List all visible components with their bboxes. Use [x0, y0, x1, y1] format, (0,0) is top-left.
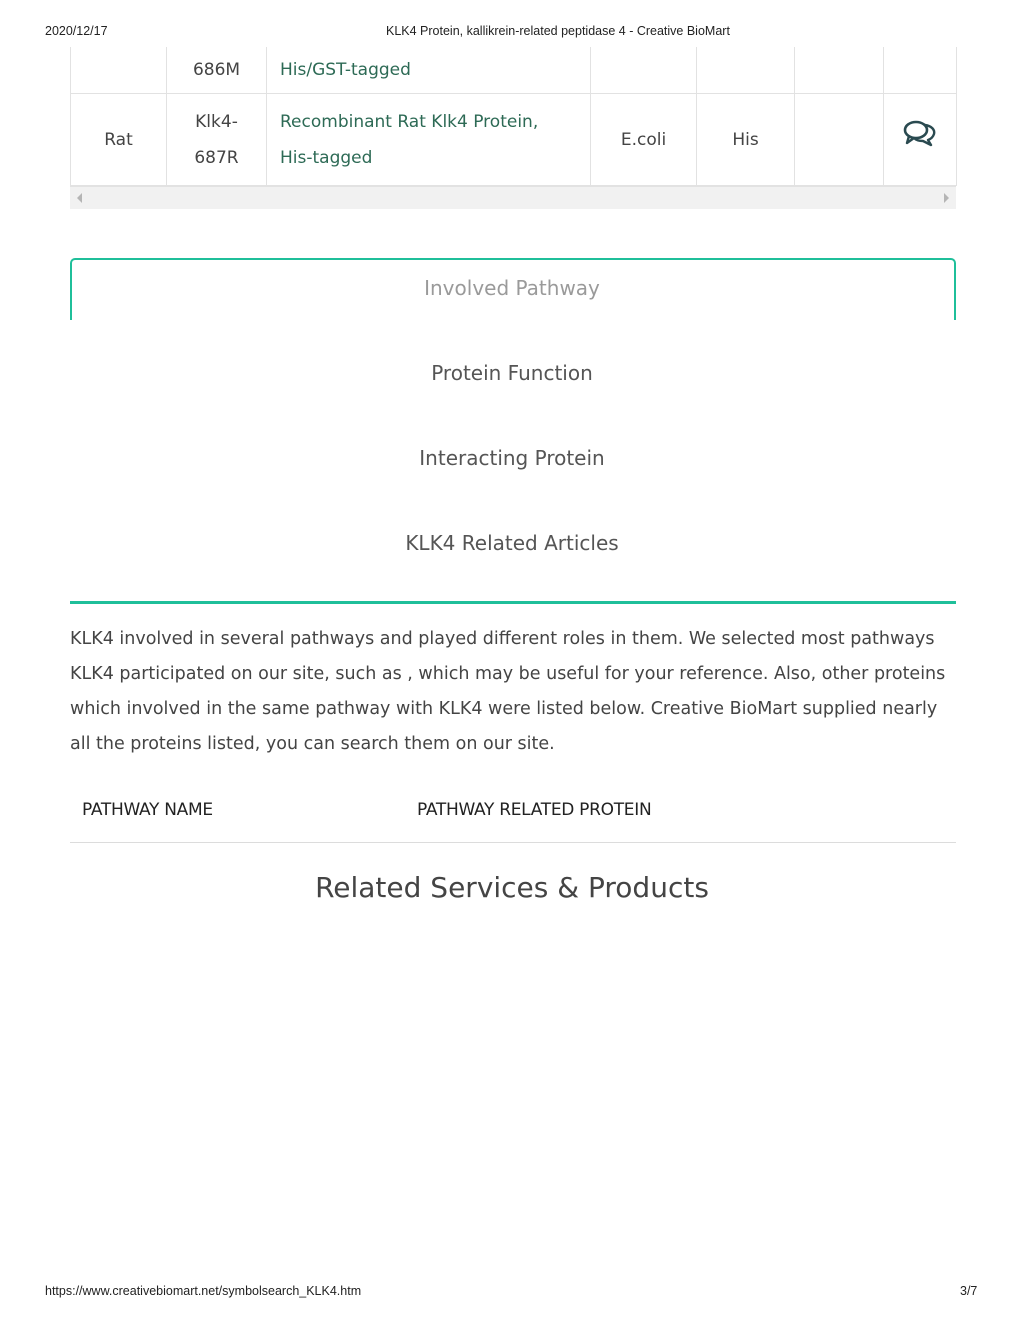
product-name-link-line2[interactable]: His-tagged	[280, 147, 373, 168]
scroll-right-icon[interactable]	[944, 193, 949, 203]
related-services-heading: Related Services & Products	[315, 871, 709, 904]
product-name-link-line1[interactable]: Recombinant Rat Klk4 Protein,	[280, 111, 539, 132]
tab-related-articles[interactable]: KLK4 Related Articles	[405, 531, 619, 555]
catalog-number-line2: 687R	[194, 147, 239, 168]
scroll-left-icon[interactable]	[77, 193, 82, 203]
pathway-name-header: PATHWAY NAME	[82, 800, 213, 820]
product-name-link[interactable]: His/GST-tagged	[280, 60, 411, 80]
catalog-number: 686M	[192, 60, 241, 80]
print-date: 2020/12/17	[45, 24, 108, 38]
extra-cell	[795, 47, 884, 94]
print-header	[0, 24, 1024, 40]
product-name-cell	[267, 47, 591, 94]
product-table-container	[70, 47, 956, 208]
source-cell: E.coli	[591, 94, 697, 186]
table-row	[71, 94, 957, 186]
catalog-cell	[167, 47, 267, 94]
pathway-protein-header: PATHWAY RELATED PROTEIN	[417, 800, 652, 820]
tab-protein-function[interactable]: Protein Function	[431, 361, 593, 385]
tab-divider	[70, 601, 956, 604]
chat-icon[interactable]	[903, 119, 937, 160]
action-cell	[884, 94, 957, 186]
print-url: https://www.creativebiomart.net/symbolsearch_KLK4.htm	[45, 1284, 362, 1298]
extra-cell	[795, 94, 884, 186]
table-row	[71, 47, 957, 94]
pathway-intro-text: KLK4 involved in several pathways and played different roles in them. We selected most pathways KLK4 participated on our site, such as , which may be useful for your reference. Also, other proteins which involved in the same pathway with KLK4 were listed below. Creative BioMart supplied nearly all the proteins listed, you can search them on our site.	[70, 629, 946, 754]
species-cell: Rat	[71, 94, 167, 186]
horizontal-scrollbar[interactable]	[70, 186, 956, 209]
tag-cell	[697, 47, 795, 94]
catalog-number-line1: Klk4-	[195, 111, 238, 132]
species-cell	[71, 47, 167, 94]
tab-interacting-protein[interactable]: Interacting Protein	[419, 446, 605, 470]
page-number: 3/7	[960, 1284, 978, 1298]
tag-cell: His	[697, 94, 795, 186]
pathway-table-divider	[70, 842, 956, 843]
action-cell	[884, 47, 957, 94]
tab-involved-pathway[interactable]: Involved Pathway	[424, 276, 600, 300]
product-table	[70, 47, 957, 186]
print-page-title: KLK4 Protein, kallikrein-related peptidase 4 - Creative BioMart	[386, 24, 730, 38]
catalog-cell	[167, 94, 267, 186]
product-name-cell	[267, 94, 591, 186]
source-cell	[591, 47, 697, 94]
